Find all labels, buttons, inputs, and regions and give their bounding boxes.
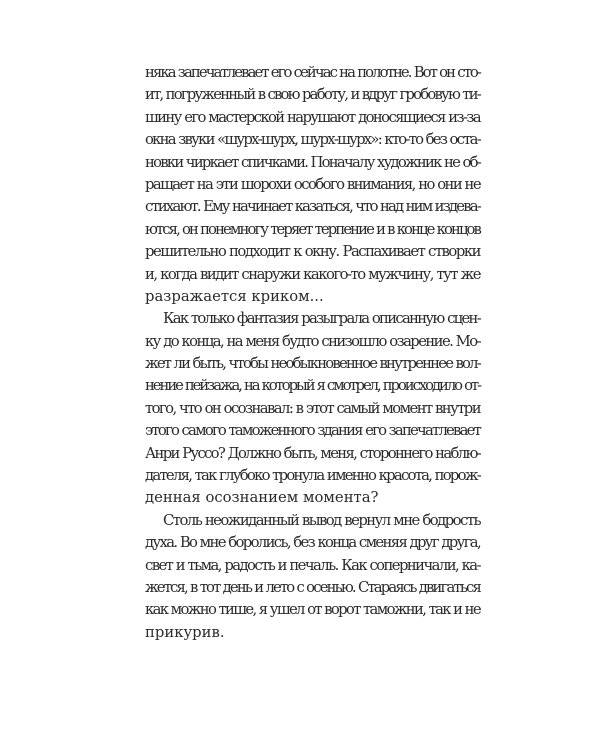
text-line: новки чиркает спичками. Поначалу художник не об-	[145, 153, 480, 171]
text-line: Как только фантазия разыграла описанную сцен-	[163, 310, 480, 328]
text-line: нение пейзажа, на который я смотрел, происходило от-	[145, 377, 480, 395]
body-text	[145, 62, 480, 644]
text-line: того, что он осознавал: в этот самый момент внутри	[145, 399, 480, 417]
text-line: решительно подходит к окну. Распахивает створки	[145, 243, 480, 261]
text-line: жет ли быть, чтобы необыкновенное внутреннее вол-	[145, 355, 480, 373]
text-line: свет и тьма, радость и печаль. Как соперничали, ка-	[145, 556, 480, 574]
text-line: этого самого таможенного здания его запечатлевает	[145, 422, 480, 440]
text-line: Анри Руссо? Должно быть, меня, стороннего наблю-	[145, 444, 480, 462]
text-line: ются, он понемногу теряет терпение и в конце концов	[145, 220, 480, 238]
text-line: жется, в тот день и лето с осенью. Стараясь двигаться	[145, 578, 480, 596]
paragraph-1	[145, 62, 480, 308]
text-line: ращает на эти шорохи особого внимания, но они не	[145, 175, 480, 193]
text-line: разражается криком...	[145, 287, 324, 305]
text-line: денная осознанием момента?	[145, 489, 379, 507]
text-line: стихают. Ему начинает казаться, что над ним издева-	[145, 198, 480, 216]
text-line: ит, погруженный в свою работу, и вдруг гробовую ти-	[145, 86, 480, 104]
text-line: прикурив.	[145, 623, 225, 641]
text-line: Столь неожиданный вывод вернул мне бодрость	[163, 511, 480, 529]
text-line: няка запечатлевает его сейчас на полотне. Вот он сто-	[145, 64, 480, 81]
text-line: шину его мастерской нарушают доносящиеся из-за	[145, 108, 480, 126]
text-line: духа. Во мне боролись, без конца сменяя друг друга,	[145, 534, 480, 552]
text-line: и, когда видит снаружи какого-то мужчину, тут же	[145, 265, 480, 283]
paragraph-2	[145, 308, 480, 510]
text-line: как можно тише, я ушел от ворот таможни, так и не	[145, 601, 480, 619]
text-line: дателя, так глубоко тронула именно красота, порож-	[145, 467, 480, 485]
text-line: окна звуки «шурх-шурх, шурх-шурх»: кто-то без оста-	[145, 131, 480, 149]
paragraph-3	[145, 510, 480, 644]
text-line: ку до конца, на меня будто снизошло озарение. Мо-	[145, 332, 480, 350]
